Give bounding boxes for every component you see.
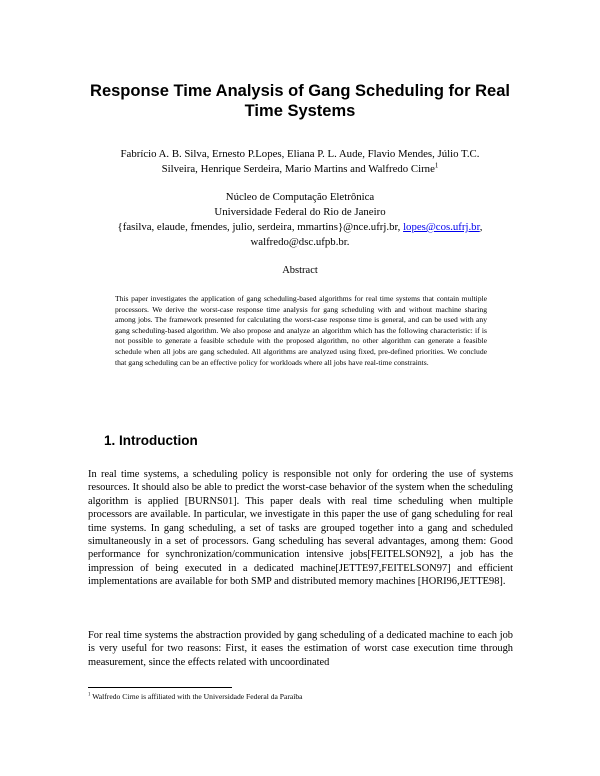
footnote-text: Walfredo Cirne is affiliated with the Universidade Federal da Paraíba (90, 692, 303, 701)
abstract-heading: Abstract (282, 265, 318, 276)
email-text: {fasilva, elaude, fmendes, julio, serdeira, mmartins}@nce.ufrj.br, (117, 221, 404, 233)
author-line-text: Silveira, Henrique Serdeira, Mario Martins and Walfredo Cirne (161, 163, 435, 175)
affiliation-block (72, 190, 528, 250)
footnote (88, 692, 513, 702)
footnote-mark: 1 (88, 692, 91, 698)
paper-title-line: Time Systems (244, 102, 356, 120)
email-line: walfredo@dsc.ufpb.br. (250, 236, 350, 248)
email-line (72, 220, 528, 235)
author-footnote-mark[interactable]: 1 (434, 161, 439, 170)
abstract-text: This paper investigates the application of gang scheduling-based algorithms for real time systems that contain multiple processors. We derive the worst-case response time analysis for gang scheduling with and without machine sharing among jobs. The framework presented for calculating the worst-case response time is general, and can be used with any gang scheduling-based algorithm. We also propose and analyze an algorithm which has the following characteristic: if is not possible to generate a feasible schedule with the proposed algorithm, no other algorithm can generate a feasible schedule when all jobs are gang scheduled. All algorithms are analyzed using fixed, pre-defined priorities. We conclude that gang scheduling can be an effective policy for workloads where all jobs have real-time constraints. (115, 294, 487, 367)
footnote-divider (88, 687, 232, 688)
email-separator: , (479, 221, 483, 233)
body-paragraph: For real time systems the abstraction provided by gang scheduling of a dedicated machine to each job is very useful for two reasons: First, it eases the estimation of worst case execution time through measurement, since the effects related with uncoordinated (88, 630, 513, 668)
email-link[interactable]: lopes@cos.ufrj.br (403, 221, 480, 233)
section-heading: 1. Introduction (104, 433, 198, 448)
author-line: Fabrício A. B. Silva, Ernesto P.Lopes, Eliana P. L. Aude, Flavio Mendes, Júlio T.C. (120, 148, 480, 160)
author-list (72, 147, 528, 177)
paper-title-line: Response Time Analysis of Gang Scheduling for Real (90, 82, 510, 100)
affiliation-line: Universidade Federal do Rio de Janeiro (214, 206, 386, 218)
paper-title (88, 81, 512, 121)
body-paragraph: In real time systems, a scheduling policy is responsible not only for ordering the use of systems resources. It should also be able to predict the worst-case behavior of the system when the scheduling algorithm is applied [BURNS01]. This paper deals with real time scheduling when multiple processors are available. In particular, we investigate in this paper the use of gang scheduling for real time systems. In gang scheduling, a set of tasks are grouped together into a gang and scheduled simultaneously in a set of processors. Gang scheduling has several advantages, among them: Good performance for synchronization/communication intensive jobs[FEITELSON92], a job has the impression of being executed in a dedicated machine[JETTE97,FEITELSON97] and efficient implementations are available for both SMP and distributed memory machines [HORI96,JETTE98]. (88, 469, 513, 588)
author-line (72, 162, 528, 177)
affiliation-line: Núcleo de Computação Eletrônica (225, 191, 375, 203)
